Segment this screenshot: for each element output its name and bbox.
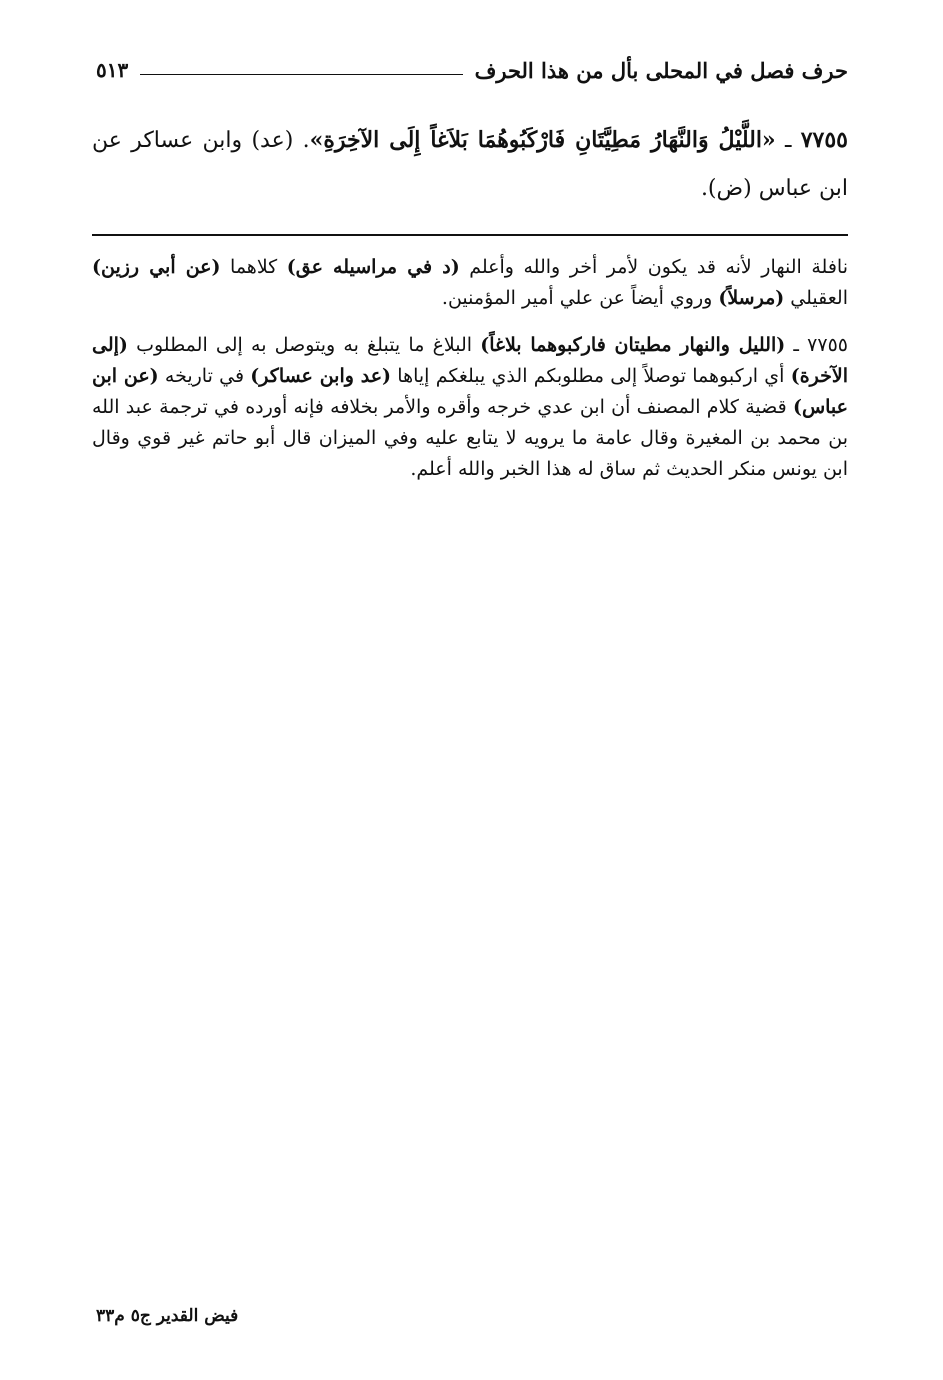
commentary-number: ٧٧٥٥ ـ <box>785 334 848 356</box>
commentary-text: العقيلي <box>784 287 848 309</box>
commentary-citation: (عن ابن عباس) <box>92 365 848 418</box>
commentary-text: قضية كلام المصنف أن ابن عدي خرجه وأقره والأمر بخلافه فإنه أورده في ترجمة عبد الله بن محمد بن المغيرة وقال عامة ما يرويه لا يتابع عليه وفي الميزان قال أبو حاتم غير قوي وقال ابن يونس منكر الحديث ثم ساق له هذا الخبر والله أعلم. <box>92 396 848 480</box>
footer-signature: فيض القدير ج٥ م٣٣ <box>96 1306 239 1326</box>
commentary-citation: (مرسلاً) <box>718 287 785 309</box>
commentary <box>92 252 848 501</box>
hadith-dash: ـ <box>775 128 801 153</box>
page-number: ٥١٣ <box>96 58 129 82</box>
footnote-separator <box>92 234 848 236</box>
hadith-entry <box>92 116 848 213</box>
commentary-text: في تاريخه <box>158 365 251 387</box>
header-title: حرف فصل في المحلى بأل من هذا الحرف <box>474 57 848 83</box>
running-header <box>96 52 848 88</box>
commentary-text: وروي أيضاً عن علي أمير المؤمنين. <box>441 287 719 309</box>
commentary-quote: (الليل والنهار مطيتان فاركبوهما بلاغاً) <box>480 334 786 356</box>
commentary-citation: (عن أبي رزين) <box>92 256 221 278</box>
commentary-text: نافلة النهار لأنه قد يكون لأمر أخر والله وأعلم <box>459 256 848 278</box>
commentary-text: كلاهما <box>220 256 287 278</box>
hadith-number: ٧٧٥٥ <box>800 127 848 153</box>
commentary-citation: (عد وابن عساكر) <box>250 365 392 387</box>
hadith-text: «اللَّيْلُ وَالنَّهَارُ مَطِيَّتَانِ فَارْكَبُوهُمَا بَلاَغاً إِلَى الآخِرَةِ» <box>309 127 776 153</box>
commentary-paragraph-2 <box>92 330 848 485</box>
header-rule <box>140 74 462 75</box>
commentary-paragraph-1 <box>92 252 848 314</box>
hadith-source: . (عد) وابن عساكر عن ابن عباس (ض). <box>92 128 848 201</box>
commentary-text: البلاغ ما يتبلغ به ويتوصل به إلى المطلوب <box>127 334 481 356</box>
commentary-quote: (إلى الآخرة) <box>92 334 849 387</box>
commentary-citation: (د في مراسيله عق) <box>286 256 460 278</box>
commentary-text: أي اركبوهما توصلاً إلى مطلوبكم الذي يبلغكم إياها <box>391 365 791 387</box>
